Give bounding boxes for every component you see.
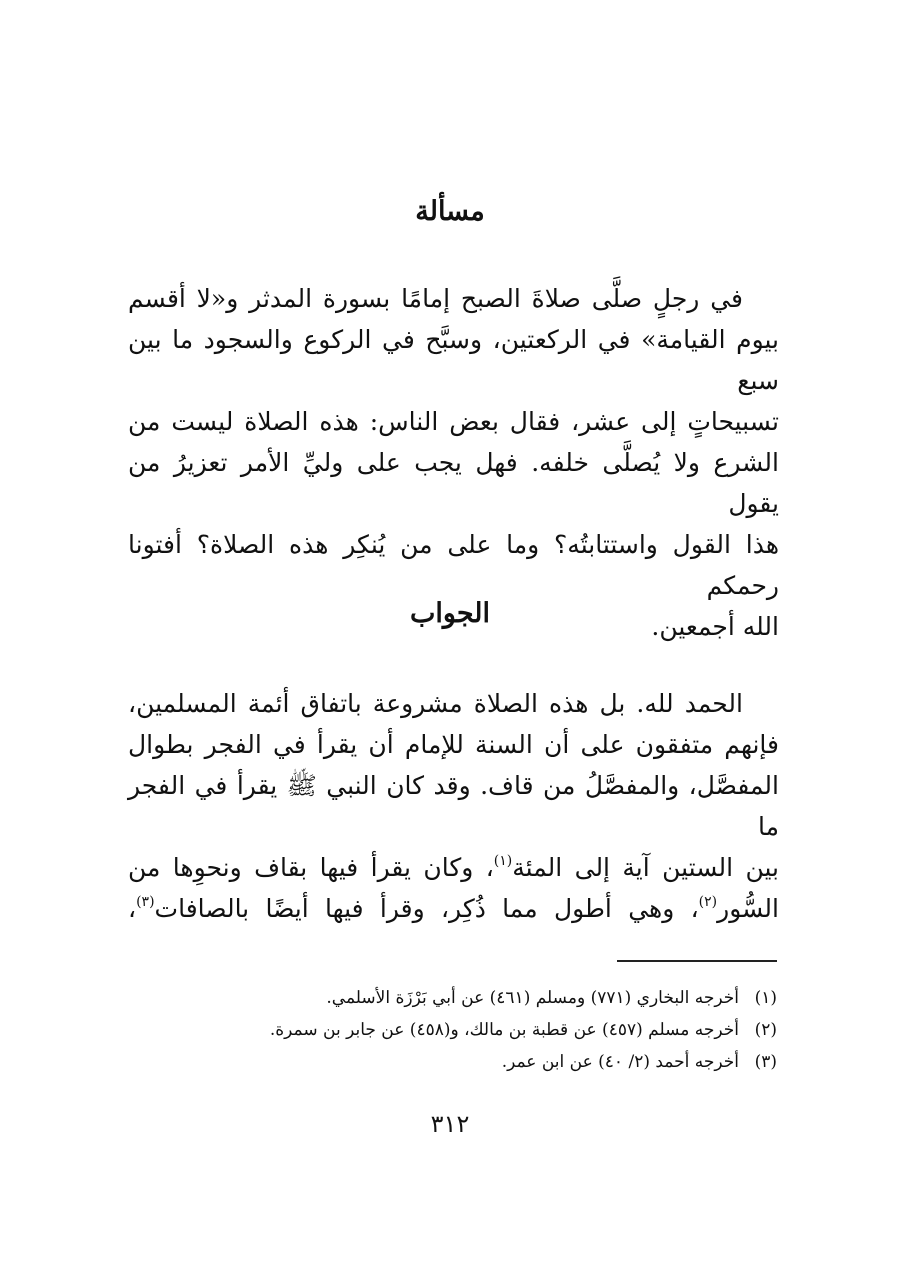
question-line: الله أجمعين.	[651, 612, 779, 641]
footnote-number: (٣)	[754, 1052, 777, 1072]
footnote-item	[150, 982, 777, 1014]
answer-line	[128, 888, 779, 929]
footnotes-section	[150, 982, 777, 1078]
question-line: تسبيحاتٍ إلى عشر، فقال بعض الناس: هذه الصلاة ليست من	[128, 407, 779, 436]
question-line: بيوم القيامة» في الركعتين، وسبَّح في الركوع والسجود ما بين سبع	[128, 325, 779, 395]
answer-text: السُّور	[717, 894, 779, 923]
answer-text: ،	[128, 894, 137, 923]
answer-line: فإنهم متفقون على أن السنة للإمام أن يقرأ في الفجر بطوال	[128, 730, 779, 759]
footnote-text: أخرجه البخاري (٧٧١) ومسلم (٤٦١) عن أبي بَرْزَة الأسلمي.	[326, 988, 739, 1008]
footnote-divider	[617, 960, 777, 962]
answer-paragraph	[128, 683, 779, 929]
answer-text: ، وهي أطول مما ذُكِر، وقرأ فيها أيضًا بالصافات	[154, 894, 699, 923]
page-number: ٣١٢	[430, 1110, 470, 1138]
answer-text: بين الستين آية إلى المئة	[512, 853, 779, 882]
question-paragraph	[128, 278, 779, 647]
answer-line	[128, 847, 779, 888]
footnote-ref[interactable]: (٣)	[136, 894, 155, 910]
answer-line: الحمد لله. بل هذه الصلاة مشروعة باتفاق أئمة المسلمين،	[128, 689, 743, 718]
footnote-item	[150, 1014, 777, 1046]
footnote-item	[150, 1046, 777, 1078]
question-line: في رجلٍ صلَّى صلاةَ الصبح إمامًا بسورة المدثر و«لا أقسم	[128, 284, 743, 313]
footnote-ref[interactable]: (١)	[493, 853, 513, 869]
question-line: الشرع ولا يُصلَّى خلفه. فهل يجب على وليِّ الأمر تعزيرُ من يقول	[128, 448, 779, 518]
question-heading: مسألة	[415, 196, 485, 227]
footnote-text: أخرجه أحمد (٢/ ٤٠) عن ابن عمر.	[501, 1052, 739, 1072]
answer-heading: الجواب	[409, 598, 491, 629]
footnote-ref[interactable]: (٢)	[698, 894, 718, 910]
answer-text: ، وكان يقرأ فيها بقاف ونحوِها من	[128, 853, 494, 882]
footnote-number: (٢)	[754, 1020, 777, 1040]
footnote-text: أخرجه مسلم (٤٥٧) عن قطبة بن مالك، و(٤٥٨) عن جابر بن سمرة.	[269, 1020, 739, 1040]
question-line: هذا القول واستتابتُه؟ وما على من يُنكِر هذه الصلاة؟ أفتونا رحمكم	[128, 530, 779, 600]
footnote-number: (١)	[754, 988, 777, 1008]
answer-line: المفصَّل، والمفصَّلُ من قاف. وقد كان النبي ﷺ يقرأ في الفجر ما	[128, 771, 779, 841]
